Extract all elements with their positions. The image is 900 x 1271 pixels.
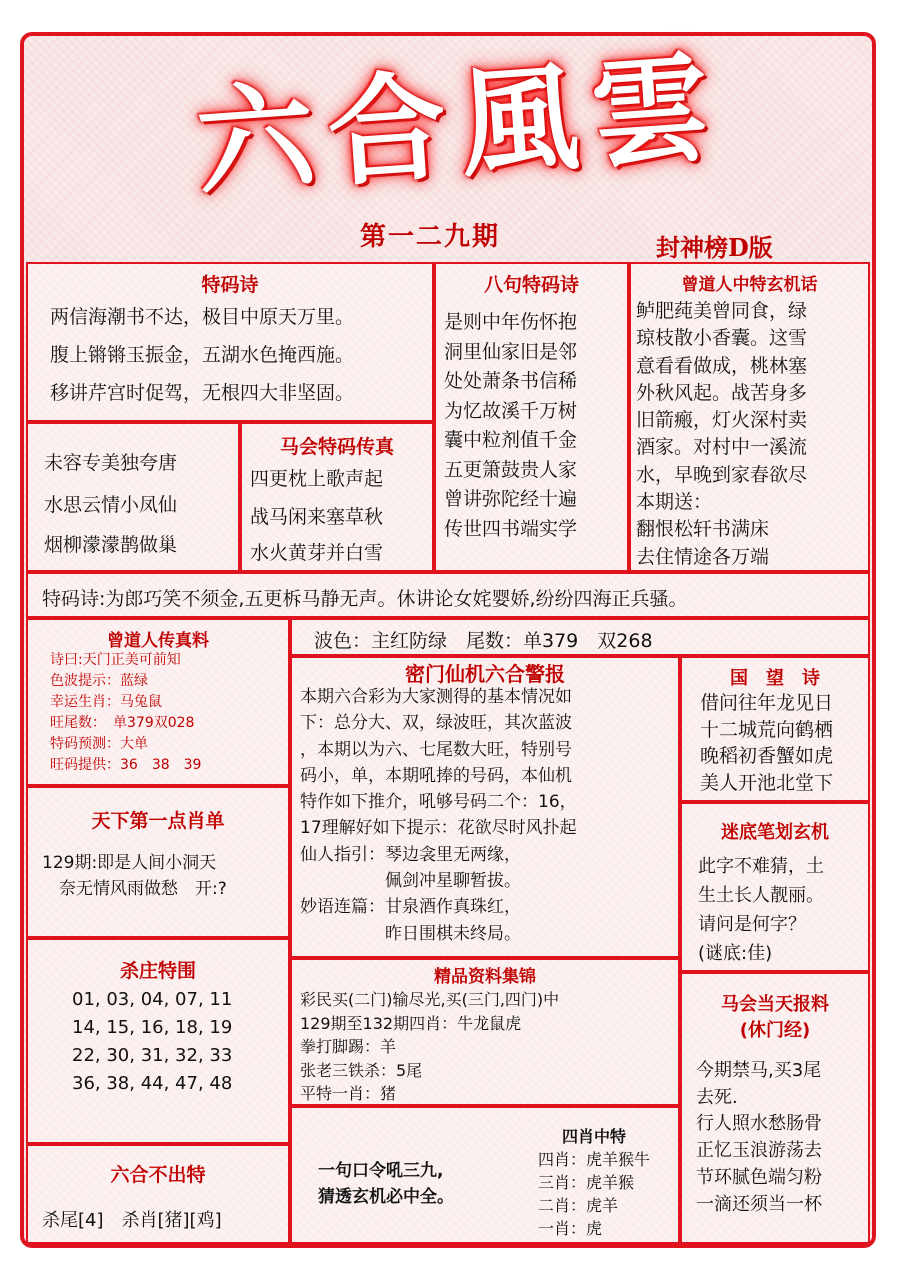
zeng-fax-title: 曾道人传真料 [107, 631, 209, 651]
eight-line-item: 五更箫鼓贵人家 [444, 458, 578, 481]
riddle-title: 迷底笔划玄机 [721, 822, 829, 843]
secret-alert-title: 密门仙机六合警报 [405, 662, 565, 686]
mahui-report-line: 正忆玉浪游荡去 [696, 1140, 822, 1162]
secret-alert-line: 佩剑冲星聊暂拔。 [300, 871, 521, 892]
eight-line-item: 囊中粒剂值千金 [444, 429, 578, 451]
wide-poem-box [26, 572, 870, 618]
zeng-fax-line: 幸运生肖：马兔鼠 [50, 694, 162, 710]
zeng-secret-line: 旧箭瘢，灯火深村卖 [636, 409, 808, 432]
zeng-fax-box [26, 618, 290, 786]
wave-tail-box [290, 618, 870, 656]
collection-title: 精品资料集锦 [434, 967, 536, 987]
secret-alert-line: ，本期以为六、七尾数大旺，特别号 [300, 739, 572, 760]
eight-line-item: 传世四书端实学 [444, 517, 578, 540]
kill-zone-row: 14, 15, 16, 18, 19 [72, 1017, 233, 1038]
mahui-report-title: 马会当天报料 [721, 994, 829, 1015]
eight-line-item: 洞里仙家旧是邻 [444, 340, 578, 363]
riddle-line: 此字不难猜，土 [698, 856, 824, 877]
riddle-line: 请问是何字？ [698, 914, 806, 935]
mahui-report-line: 今期禁马,买3尾 [696, 1060, 822, 1081]
mahui-report-line: 一滴还须当一杯 [696, 1193, 822, 1215]
secret-alert-line: 码小，单，本期吼捧的号码，本仙机 [300, 765, 572, 786]
four-zodiac-list [538, 1148, 650, 1240]
secret-alert-line: 昨日围棋未终局。 [300, 923, 521, 944]
kill-zone-title: 杀庄特围 [119, 960, 196, 982]
wave-tail-text: 波色：主红防绿 尾数：单379 双268 [314, 630, 653, 652]
collection-line: 拳打脚踢：羊 [300, 1037, 397, 1056]
collection-line: 张老三铁杀：5尾 [300, 1060, 423, 1080]
left-poem-line: 未容专美独夸唐 [44, 452, 178, 474]
zeng-secret-line: 鲈肥莼美曾同食，绿 [636, 300, 808, 322]
mahui-report-line: 去死. [696, 1086, 738, 1108]
zeng-fax-line: 旺码提供：36 38 39 [50, 757, 202, 773]
slogan-line: 一句口令吼三九, [318, 1161, 444, 1181]
guowang-line: 美人开池北堂下 [700, 771, 834, 794]
kill-zone-box [26, 938, 290, 1144]
zeng-secret-line: 水，早晚到家春欲尽 [636, 463, 808, 486]
secret-alert-list [300, 684, 577, 947]
riddle-box [680, 802, 870, 972]
first-zodiac-line: 奈无情风雨做愁 开:? [42, 879, 227, 899]
collection-box [290, 958, 680, 1106]
collection-line: 彩民买(二门)输尽光,买(三门,四门)中 [300, 990, 560, 1009]
zeng-fax-list [50, 650, 201, 776]
zeng-fax-line: 旺尾数： 单379双028 [50, 715, 195, 731]
mahui-tema-line: 水火黄芽并白雪 [250, 542, 384, 564]
secret-alert-line: 下：总分大、双，绿波旺，其次蓝波 [300, 713, 572, 734]
eight-line-box [434, 262, 629, 572]
guowang-line: 借问往年龙见日 [700, 692, 834, 714]
left-poem-box [26, 422, 240, 572]
left-poem-line: 烟柳濛濛鹊做巢 [44, 534, 178, 556]
riddle-list [698, 852, 824, 968]
tema-poem-box [26, 262, 434, 422]
four-zodiac-line: 一肖：虎 [538, 1219, 603, 1238]
four-zodiac-line: 四肖：虎羊猴牛 [538, 1150, 651, 1169]
eight-line-title: 八句特码诗 [483, 274, 579, 296]
four-zodiac-line: 三肖：虎羊猴 [538, 1173, 635, 1192]
tema-poem-title: 特码诗 [201, 274, 259, 296]
zeng-fax-line: 特码预测：大单 [50, 736, 148, 752]
no-show-box [26, 1144, 290, 1244]
mahui-tema-line: 四更枕上歌声起 [250, 468, 384, 490]
eight-line-list [444, 308, 577, 544]
zeng-secret-line: 意看看做成，桃林塞 [636, 354, 808, 377]
mahui-tema-title: 马会特码传真 [279, 436, 394, 458]
zeng-secret-line: 去住情途各万端 [636, 545, 770, 568]
guowang-line: 晚稻初香蟹如虎 [700, 745, 834, 767]
secret-alert-line: 17理解好如下提示：花欲尽时风扑起 [300, 818, 577, 839]
mahui-report-box [680, 972, 870, 1244]
no-show-text: 杀尾[4] 杀肖[猪][鸡] [42, 1210, 222, 1231]
riddle-line: 生土长人靓丽。 [698, 885, 824, 906]
four-zodiac-line: 二肖：虎羊 [538, 1196, 619, 1215]
zeng-fax-line: 诗曰:天门正美可前知 [50, 652, 181, 668]
mahui-report-list [696, 1058, 822, 1218]
mahui-report-subtitle: (休门经) [739, 1020, 811, 1041]
first-zodiac-line: 129期:即是人间小洞天 [42, 853, 217, 873]
tema-poem-line: 移讲芹宫时促驾，无根四大非坚固。 [50, 382, 355, 404]
page-title: 六合風雲 [191, 36, 729, 213]
no-show-title: 六合不出特 [110, 1164, 206, 1186]
kill-zone-row: 22, 30, 31, 32, 33 [72, 1045, 233, 1066]
mahui-report-line: 节环腻色端匀粉 [696, 1166, 822, 1188]
secret-alert-line: 仙人指引：琴边衾里无两缘， [300, 844, 521, 865]
kill-zone-row: 36, 38, 44, 47, 48 [72, 1073, 233, 1094]
zeng-secret-box [629, 262, 870, 572]
collection-line: 平特一肖：猪 [300, 1084, 397, 1103]
left-poem-line: 水思云情小凤仙 [44, 494, 178, 516]
secret-alert-line: 妙语连篇：甘泉酒作真珠红， [300, 897, 521, 918]
zeng-secret-list [636, 298, 807, 571]
eight-line-item: 曾讲弥陀经十遍 [444, 488, 578, 510]
mahui-tema-line: 战马闲来塞草秋 [250, 506, 384, 528]
collection-line: 129期至132期四肖：牛龙鼠虎 [300, 1013, 522, 1033]
tema-poem-line: 两信海潮书不达，极目中原天万里。 [50, 306, 355, 328]
first-zodiac-box [26, 786, 290, 938]
zeng-secret-title: 曾道人中特玄机话 [681, 275, 818, 295]
zeng-secret-line: 酒家。对村中一溪流 [636, 436, 808, 459]
slogan-line: 猜透玄机必中全。 [318, 1187, 454, 1207]
guowang-title: 国 望 诗 [730, 668, 820, 689]
tema-poem-line: 腹上锵锵玉振金，五湖水色掩西施。 [50, 344, 355, 366]
collection-list [300, 988, 559, 1106]
kill-zone-row: 01, 03, 04, 07, 11 [72, 989, 233, 1010]
zeng-secret-line: 翻恨松轩书满床 [636, 518, 770, 541]
secret-alert-line: 特作如下推介，吼够号码二个：16， [300, 792, 577, 813]
eight-line-item: 处处萧条书信稀 [444, 370, 578, 392]
guowang-box [680, 656, 870, 802]
eight-line-item: 为忆故溪千万树 [444, 399, 578, 422]
riddle-line: (谜底:佳) [698, 943, 773, 964]
mahui-tema-box [240, 422, 434, 572]
edition-label: 封神榜D版 [656, 233, 773, 262]
zeng-secret-line: 琼枝散小香囊。这雪 [636, 327, 808, 350]
zeng-fax-line: 色波提示：蓝绿 [50, 673, 148, 689]
guowang-list [700, 690, 833, 796]
slogan-box [290, 1106, 680, 1244]
guowang-line: 十二城荒向鹤栖 [700, 718, 834, 741]
zeng-secret-line: 本期送： [636, 491, 713, 514]
mahui-report-line: 行人照水愁肠骨 [696, 1113, 822, 1135]
secret-alert-line: 本期六合彩为大家测得的基本情况如 [300, 687, 572, 707]
secret-alert-box [290, 656, 680, 958]
wide-poem-text: 特码诗:为郎巧笑不须金,五更柝马静无声。休讲论女姹婴娇,纷纷四海正兵骚。 [42, 588, 688, 610]
zeng-secret-line: 外秋风起。战苦身多 [636, 381, 808, 404]
issue-number: 第一二九期 [360, 222, 501, 252]
first-zodiac-title: 天下第一点肖单 [91, 810, 225, 832]
four-zodiac-title: 四肖中特 [562, 1127, 627, 1146]
eight-line-item: 是则中年伤怀抱 [444, 311, 578, 333]
